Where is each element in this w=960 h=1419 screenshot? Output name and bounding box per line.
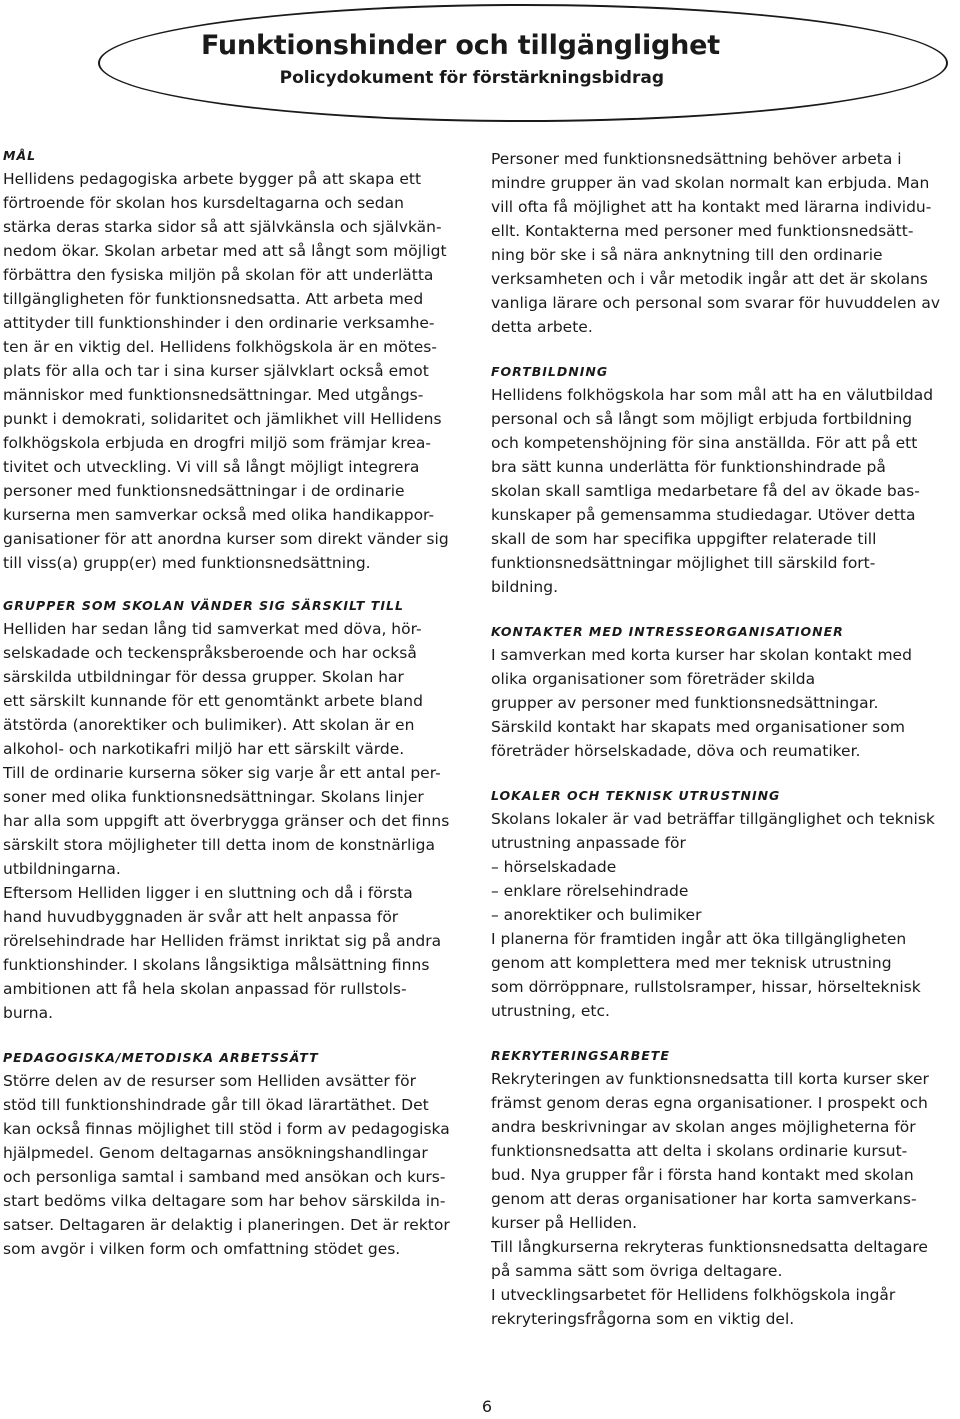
text-line: utrustning, etc.	[491, 1002, 610, 1020]
text-line: folkhögskola erbjuda en drogfri miljö som främjar krea-	[3, 434, 431, 452]
text-line: I utvecklingsarbetet för Hellidens folkhögskola ingår	[491, 1286, 896, 1304]
text-line: kan också finnas möjlighet till stöd i form av pedagogiska	[3, 1120, 450, 1138]
text-line: burna.	[3, 1004, 54, 1022]
text-line: ellt. Kontakterna med personer med funktionsnedsätt-	[491, 222, 914, 240]
text-line: stärka deras starka sidor så att självkänsla och självkän-	[3, 218, 442, 236]
section-rekrytering	[491, 1047, 957, 1331]
text-line: ganisationer för att anordna kurser som direkt vänder sig	[3, 530, 449, 548]
page-subtitle: Policydokument för förstärkningsbidrag	[279, 68, 664, 88]
text-line: som dörröppnare, rullstolsramper, hissar, hörselteknisk	[491, 978, 921, 996]
text-line: skolan skall samtliga medarbetare få del av ökade bas-	[491, 482, 920, 500]
text-line: kurserna men samverkar också med olika handikappor-	[3, 506, 435, 524]
section-body	[3, 1069, 463, 1261]
text-line: förbättra den fysiska miljön på skolan för att underlätta	[3, 266, 434, 284]
text-line: främst genom deras egna organisationer. I prospekt och	[491, 1094, 928, 1112]
section-pedagogiska	[3, 1049, 463, 1261]
text-line: förtroende för skolan hos kursdeltagarna och sedan	[3, 194, 404, 212]
text-line: punkt i demokrati, solidaritet och jämlikhet vill Hellidens	[3, 410, 442, 428]
section-heading: FORTBILDNING	[491, 364, 609, 379]
text-line: kurser på Helliden.	[491, 1214, 638, 1232]
text-line: hjälpmedel. Genom deltagarnas ansökningshandlingar	[3, 1144, 428, 1162]
text-line: ambitionen att få hela skolan anpassad för rullstols-	[3, 980, 407, 998]
section-body	[3, 617, 463, 1025]
text-line: – anorektiker och bulimiker	[491, 906, 702, 924]
text-line: I samverkan med korta kurser har skolan kontakt med	[491, 646, 912, 664]
text-line: har alla som uppgift att överbrygga gränser och det finns	[3, 812, 450, 830]
section-heading: KONTAKTER MED INTRESSEORGANISATIONER	[491, 624, 844, 639]
text-line: särskilt stora möjligheter till detta inom de konstnärliga	[3, 836, 436, 854]
text-line: vill ofta få möjlighet att ha kontakt med lärarna individu-	[491, 198, 932, 216]
header-ellipse-frame	[98, 4, 948, 122]
text-line: tillgängligheten för funktionsnedsatta. Att arbeta med	[3, 290, 424, 308]
section-body	[491, 383, 957, 599]
text-line: bud. Nya grupper får i första hand kontakt med skolan	[491, 1166, 914, 1184]
text-line: satser. Deltagaren är delaktig i planeringen. Det är rektor	[3, 1216, 450, 1234]
text-line: Till långkurserna rekryteras funktionsnedsatta deltagare	[491, 1238, 928, 1256]
text-line: särskilda utbildningar för dessa grupper. Skolan har	[3, 668, 404, 686]
text-line: ätstörda (anorektiker och bulimiker). Att skolan är en	[3, 716, 415, 734]
text-line: funktionshinder. I skolans långsiktiga målsättning finns	[3, 956, 430, 974]
text-line: hand huvudbyggnaden är svår att helt anpassa för	[3, 908, 399, 926]
page-number: 6	[481, 1397, 493, 1416]
text-line: bildning.	[491, 578, 559, 596]
text-line: mindre grupper än vad skolan normalt kan erbjuda. Man	[491, 174, 930, 192]
text-line: till viss(a) grupp(er) med funktionsnedsättning.	[3, 554, 371, 572]
text-line: selskadade och teckenspråksberoende och har också	[3, 644, 417, 662]
text-line: Till de ordinarie kurserna söker sig varje år ett antal per-	[3, 764, 441, 782]
text-line: Helliden har sedan lång tid samverkat med döva, hör-	[3, 620, 422, 638]
section-body	[491, 147, 957, 339]
text-line: vanliga lärare och personal som svarar för huvuddelen av	[491, 294, 941, 312]
page-title: Funktionshinder och tillgänglighet	[201, 30, 720, 61]
left-column	[3, 147, 463, 1261]
section-body	[491, 643, 957, 763]
text-line: plats för alla och tar i sina kurser självklart också emot	[3, 362, 429, 380]
section-kontakter	[491, 623, 957, 763]
text-line: människor med funktionsnedsättningar. Med utgångs-	[3, 386, 424, 404]
section-lokaler	[491, 787, 957, 1023]
text-line: på samma sätt som övriga deltagare.	[491, 1262, 783, 1280]
text-line: rörelsehindrade har Helliden främst inriktat sig på andra	[3, 932, 442, 950]
text-line: Eftersom Helliden ligger i en sluttning och då i första	[3, 884, 413, 902]
text-line: attityder till funktionshinder i den ordinarie verksamhe-	[3, 314, 435, 332]
section-heading: GRUPPER SOM SKOLAN VÄNDER SIG SÄRSKILT TILL	[3, 598, 404, 613]
section-body	[491, 1067, 957, 1331]
section-heading: REKRYTERINGSARBETE	[491, 1048, 670, 1063]
text-line: som avgör i vilken form och omfattning stödet ges.	[3, 1240, 401, 1258]
text-line: personal och så långt som möjligt erbjuda fortbildning	[491, 410, 913, 428]
text-line: utrustning anpassade för	[491, 834, 686, 852]
text-line: – hörselskadade	[491, 858, 617, 876]
text-line: soner med olika funktionsnedsättningar. Skolans linjer	[3, 788, 424, 806]
text-line: alkohol- och narkotikafri miljö har ett särskilt värde.	[3, 740, 405, 758]
text-line: Hellidens pedagogiska arbete bygger på att skapa ett	[3, 170, 422, 188]
text-line: och kompetenshöjning för sina anställda. För att på ett	[491, 434, 918, 452]
text-line: detta arbete.	[491, 318, 593, 336]
text-line: rekryteringsfrågorna som en viktig del.	[491, 1310, 795, 1328]
text-line: företräder hörselskadade, döva och reumatiker.	[491, 742, 861, 760]
section-heading: LOKALER OCH TEKNISK UTRUSTNING	[491, 788, 781, 803]
text-line: ett särskilt kunnande för ett genomtänkt arbete bland	[3, 692, 423, 710]
section-heading: PEDAGOGISKA/METODISKA ARBETSSÄTT	[3, 1050, 319, 1065]
text-line: – enklare rörelsehindrade	[491, 882, 689, 900]
text-line: och personliga samtal i samband med ansökan och kurs-	[3, 1168, 446, 1186]
section-fortbildning	[491, 363, 957, 599]
text-line: ten är en viktig del. Hellidens folkhögskola är en mötes-	[3, 338, 437, 356]
text-line: Större delen av de resurser som Helliden avsätter för	[3, 1072, 416, 1090]
text-line: funktionsnedsatta att delta i skolans ordinarie kursut-	[491, 1142, 908, 1160]
text-line: andra beskrivningar av skolan anges möjligheterna för	[491, 1118, 916, 1136]
section-body	[491, 807, 957, 1023]
text-line: Rekryteringen av funktionsnedsatta till korta kurser sker	[491, 1070, 929, 1088]
text-line: kunskaper på gemensamma studiedagar. Utöver detta	[491, 506, 916, 524]
text-line: funktionsnedsättningar möjlighet till särskild fort-	[491, 554, 876, 572]
text-line: olika organisationer som företräder skilda	[491, 670, 816, 688]
text-line: start bedöms vilka deltagare som har behov särskilda in-	[3, 1192, 446, 1210]
text-line: Skolans lokaler är vad beträffar tillgänglighet och teknisk	[491, 810, 935, 828]
text-line: utbildningarna.	[3, 860, 121, 878]
text-line: I planerna för framtiden ingår att öka tillgängligheten	[491, 930, 907, 948]
section-grupper	[3, 597, 463, 1025]
text-line: grupper av personer med funktionsnedsättningar.	[491, 694, 879, 712]
section-intro-right	[491, 147, 957, 339]
text-line: tivitet och utveckling. Vi vill så långt möjligt integrera	[3, 458, 420, 476]
text-line: genom att deras organisationer har korta samverkans-	[491, 1190, 917, 1208]
text-line: genom att komplettera med mer teknisk utrustning	[491, 954, 892, 972]
text-line: Hellidens folkhögskola har som mål att ha en välutbildad	[491, 386, 934, 404]
section-heading: MÅL	[3, 148, 37, 163]
text-line: verksamheten och i vår metodik ingår att det är skolans	[491, 270, 928, 288]
text-line: bra sätt kunna underlätta för funktionshindrade på	[491, 458, 886, 476]
section-mal	[3, 147, 463, 575]
text-line: Särskild kontakt har skapats med organisationer som	[491, 718, 905, 736]
right-column	[491, 147, 957, 1331]
text-line: skall de som har specifika uppgifter relaterade till	[491, 530, 877, 548]
text-line: stöd till funktionshindrade går till ökad lärartäthet. Det	[3, 1096, 429, 1114]
text-line: Personer med funktionsnedsättning behöver arbeta i	[491, 150, 902, 168]
section-body	[3, 167, 463, 575]
text-line: ning bör ske i så nära anknytning till den ordinarie	[491, 246, 883, 264]
text-line: personer med funktionsnedsättningar i de ordinarie	[3, 482, 405, 500]
text-line: nedom ökar. Skolan arbetar med att så långt som möjligt	[3, 242, 447, 260]
